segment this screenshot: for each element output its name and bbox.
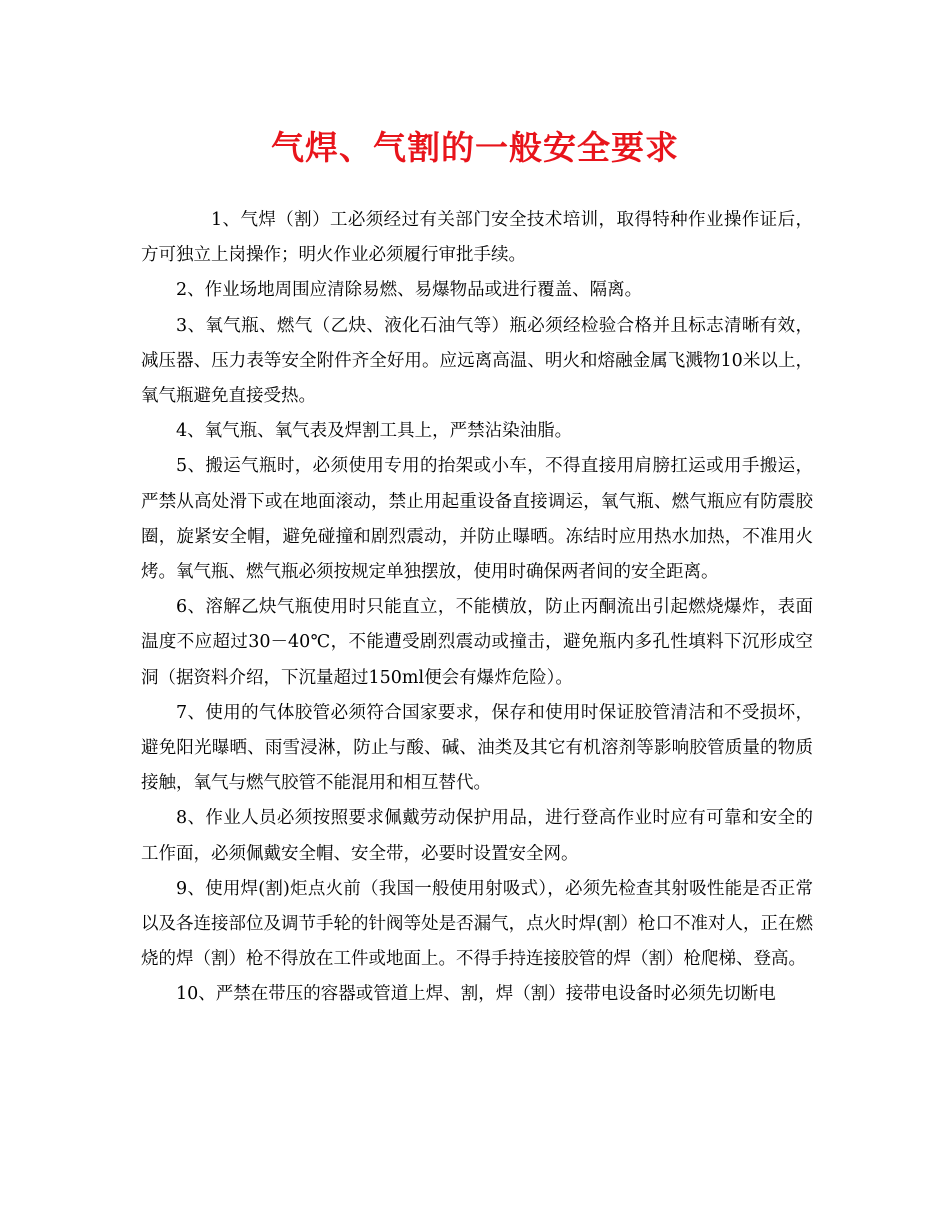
paragraph-5: 5、搬运气瓶时，必须使用专用的抬架或小车，不得直接用肩膀扛运或用手搬运，严禁从高处滑下或在地面滚动，禁止用起重设备直接调运，氧气瓶、燃气瓶应有防震胶圈，旋紧安全帽，避免碰撞和剧烈震动，并防止曝晒。冻结时应用热水加热，不准用火烤。氧气瓶、燃气瓶必须按规定单独摆放，使用时确保两者间的安全距离。 (141, 456, 813, 583)
paragraph-2: 2、作业场地周围应清除易燃、易爆物品或进行覆盖、隔离。 (176, 280, 643, 301)
document-body (141, 203, 813, 1013)
paragraph-6: 6、溶解乙炔气瓶使用时只能直立，不能横放，防止丙酮流出引起燃烧爆炸，表面温度不应超过30－40℃，不能遭受剧烈震动或撞击，避免瓶内多孔性填料下沉形成空洞（据资料介绍，下沉量超过150ml便会有爆炸危险）。 (141, 597, 813, 688)
paragraph-7: 7、使用的气体胶管必须符合国家要求，保存和使用时保证胶管清洁和不受损坏，避免阳光曝晒、雨雪浸淋，防止与酸、碱、油类及其它有机溶剂等影响胶管质量的物质接触，氧气与燃气胶管不能混用和相互替代。 (141, 702, 813, 794)
paragraph-8: 8、作业人员必须按照要求佩戴劳动保护用品，进行登高作业时应有可靠和安全的工作面，必须佩戴安全帽、安全带，必要时设置安全网。 (141, 808, 813, 864)
paragraph-1: 1、气焊（割）工必须经过有关部门安全技术培训，取得特种作业操作证后，方可独立上岗操作；明火作业必须履行审批手续。 (141, 210, 813, 266)
paragraph-10: 10、严禁在带压的容器或管道上焊、割，焊（割）接带电设备时必须先切断电 (176, 984, 776, 1005)
paragraph-4: 4、氧气瓶、氧气表及焊割工具上，严禁沾染油脂。 (176, 421, 573, 442)
document-title: 气焊、气割的一般安全要求 (271, 128, 679, 167)
paragraph-9: 9、使用焊(割)炬点火前（我国一般使用射吸式），必须先检查其射吸性能是否正常以及各连接部位及调节手轮的针阀等处是否漏气，点火时焊(割）枪口不准对人，正在燃烧的焊（割）枪不得放在工件或地面上。不得手持连接胶管的焊（割）枪爬梯、登高。 (141, 878, 813, 970)
paragraph-3: 3、氧气瓶、燃气（乙炔、液化石油气等）瓶必须经检验合格并且标志清晰有效，减压器、压力表等安全附件齐全好用。应远离高温、明火和熔融金属飞溅物10米以上，氧气瓶避免直接受热。 (141, 315, 813, 407)
